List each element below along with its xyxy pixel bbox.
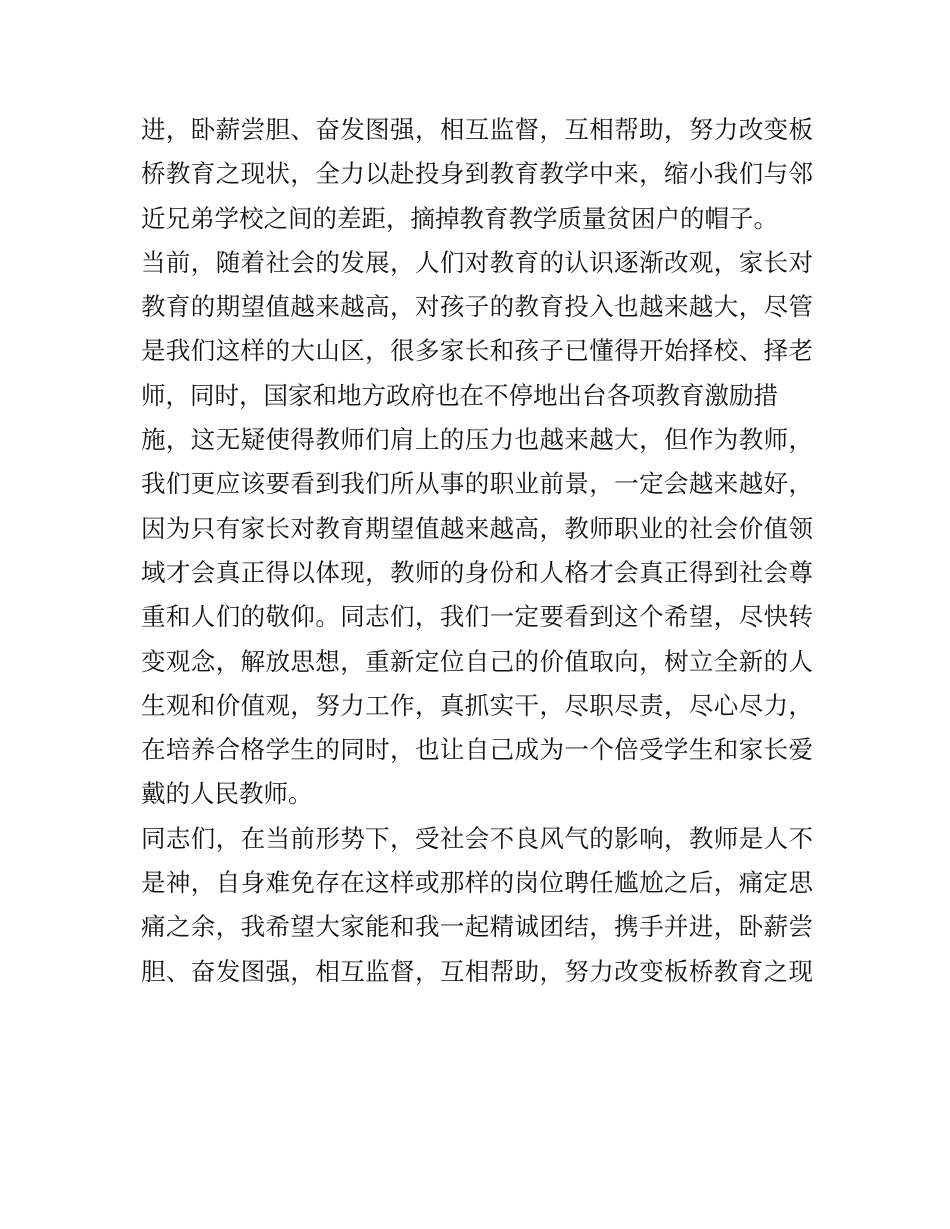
text-line: 近兄弟学校之间的差距，摘掉教育教学质量贫困户的帽子。 xyxy=(141,203,778,233)
text-line: 同志们，在当前形势下，受社会不良风气的影响，教师是人不 xyxy=(141,823,813,853)
text-line: 桥教育之现状，全力以赴投身到教育教学中来，缩小我们与邻 xyxy=(141,159,813,189)
text-line: 戴的人民教师。 xyxy=(141,779,313,809)
text-line: 重和人们的敬仰。同志们，我们一定要看到这个希望，尽快转 xyxy=(141,602,813,632)
text-line: 胆、奋发图强，相互监督，互相帮助，努力改变板桥教育之现 xyxy=(141,956,813,986)
body-text xyxy=(141,108,813,994)
text-line: 当前，随着社会的发展，人们对教育的认识逐渐改观，家长对 xyxy=(141,247,813,277)
text-line: 因为只有家长对教育期望值越来越高，教师职业的社会价值领 xyxy=(141,513,813,543)
text-line: 痛之余，我希望大家能和我一起精诚团结，携手并进，卧薪尝 xyxy=(141,912,813,942)
text-line: 我们更应该要看到我们所从事的职业前景，一定会越来越好， xyxy=(141,469,813,499)
text-line: 进，卧薪尝胆、奋发图强，相互监督，互相帮助，努力改变板 xyxy=(141,115,813,144)
text-line: 是神，自身难免存在这样或那样的岗位聘任尴尬之后，痛定思 xyxy=(141,868,813,898)
text-line: 教育的期望值越来越高，对孩子的教育投入也越来越大，尽管 xyxy=(141,292,813,322)
text-line: 变观念，解放思想，重新定位自己的价值取向，树立全新的人 xyxy=(141,646,813,676)
text-line: 是我们这样的大山区，很多家长和孩子已懂得开始择校、择老 xyxy=(141,336,813,366)
text-line: 生观和价值观，努力工作，真抓实干，尽职尽责，尽心尽力， xyxy=(141,690,813,720)
text-line: 师，同时，国家和地方政府也在不停地出台各项教育激励措 xyxy=(141,380,778,410)
text-line: 域才会真正得以体现，教师的身份和人格才会真正得到社会尊 xyxy=(141,557,813,587)
text-line: 施，这无疑使得教师们肩上的压力也越来越大，但作为教师， xyxy=(141,425,813,455)
text-line: 在培养合格学生的同时，也让自己成为一个倍受学生和家长爱 xyxy=(141,735,813,765)
